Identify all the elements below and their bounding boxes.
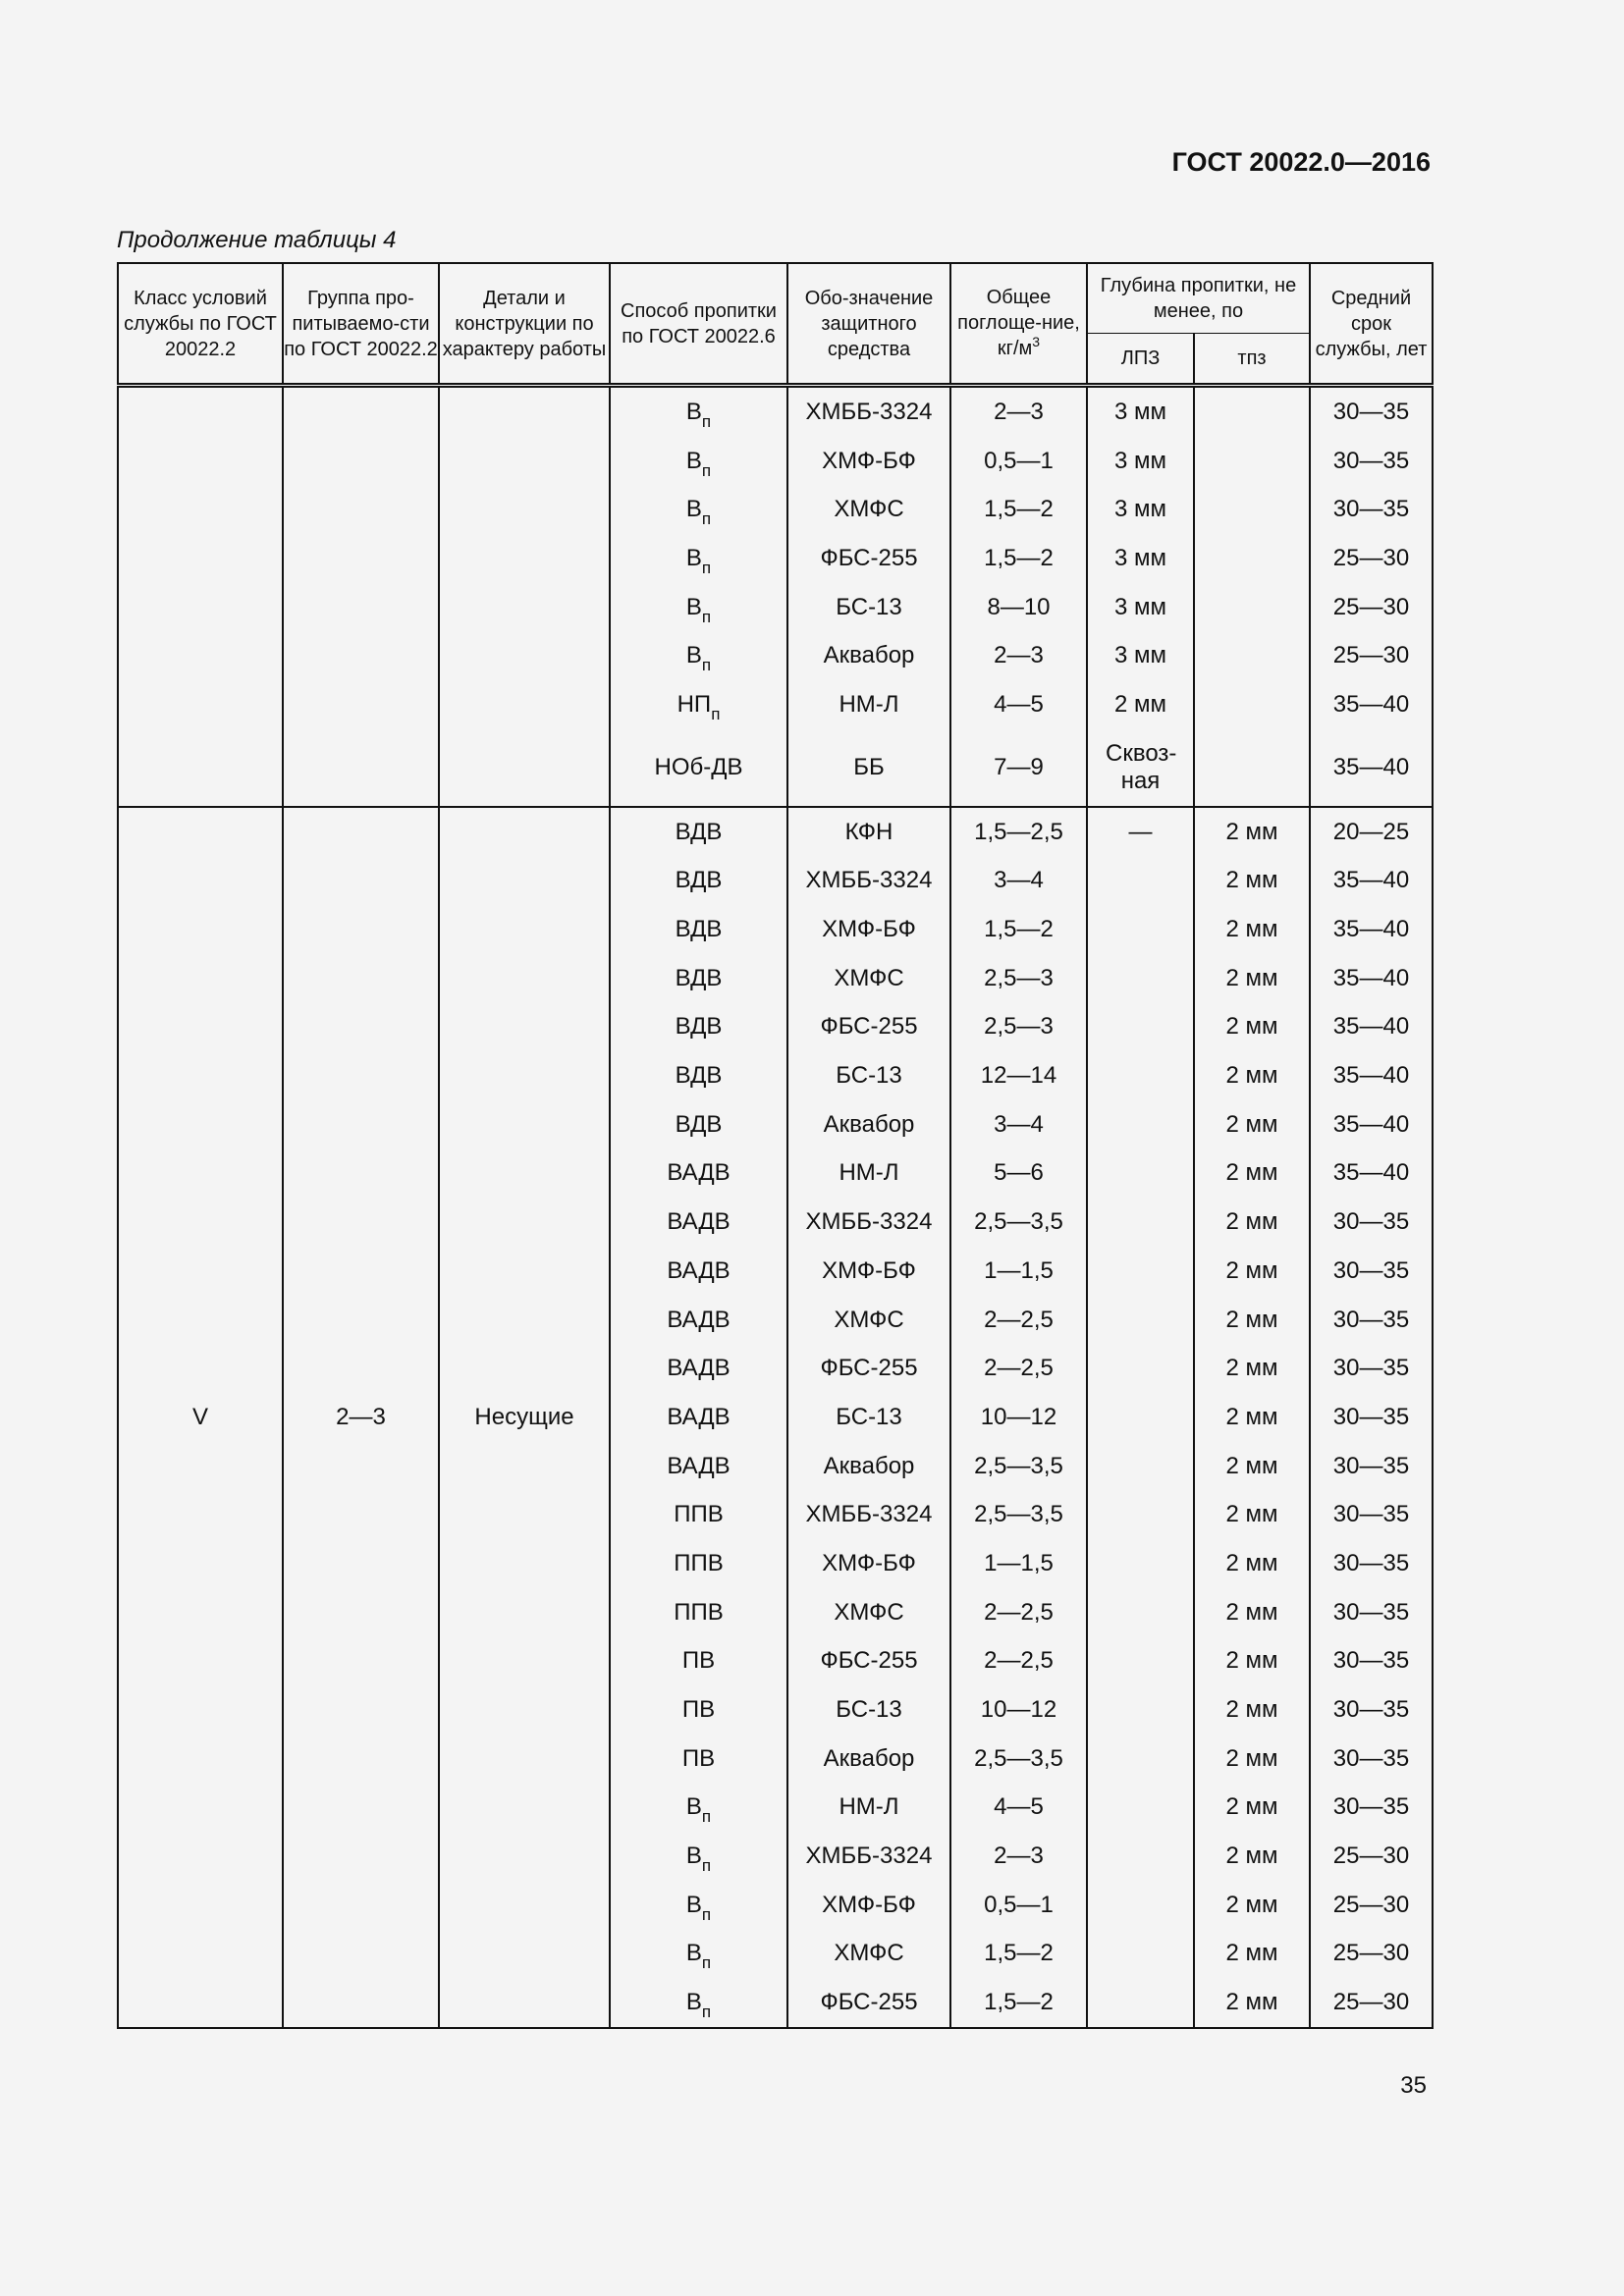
absorption-cell: 2—3 — [950, 1832, 1087, 1881]
absorption-cell: 5—6 — [950, 1149, 1087, 1199]
agent-cell: БС-13 — [787, 1685, 950, 1735]
lpz-cell — [1087, 1637, 1194, 1686]
group-cell — [283, 386, 439, 807]
method-cell — [610, 1296, 787, 1345]
absorption-cell: 1,5—2 — [950, 1930, 1087, 1979]
class-cell: V — [118, 807, 283, 2028]
tpz-cell: 2 мм — [1194, 1247, 1310, 1296]
life-cell: 30—35 — [1310, 1296, 1433, 1345]
life-cell: 30—35 — [1310, 386, 1433, 437]
absorption-cell: 10—12 — [950, 1685, 1087, 1735]
lpz-cell: 3 мм — [1087, 437, 1194, 486]
method-cell — [610, 386, 787, 437]
method-text: ВАДВ — [667, 1355, 731, 1382]
col-header-class: Класс условий службы по ГОСТ 20022.2 — [118, 263, 283, 386]
document-code: ГОСТ 20022.0—2016 — [1171, 147, 1431, 177]
method-subscript: п — [701, 607, 712, 626]
method-cell — [610, 1930, 787, 1979]
col-header-absorption — [950, 263, 1087, 386]
col-header-method: Способ пропитки по ГОСТ 20022.6 — [610, 263, 787, 386]
lpz-cell — [1087, 1490, 1194, 1539]
lpz-cell — [1087, 1442, 1194, 1491]
absorption-cell: 12—14 — [950, 1051, 1087, 1100]
lpz-cell: 2 мм — [1087, 680, 1194, 729]
method-text: В — [685, 496, 702, 523]
absorption-cell: 10—12 — [950, 1393, 1087, 1442]
method-subscript: п — [701, 460, 712, 480]
life-cell: 25—30 — [1310, 534, 1433, 583]
life-cell: 25—30 — [1310, 631, 1433, 680]
col-header-details: Детали и конструкции по характеру работы — [439, 263, 610, 386]
life-cell: 30—35 — [1310, 1442, 1433, 1491]
agent-cell: НМ-Л — [787, 680, 950, 729]
method-subscript: п — [701, 656, 712, 675]
agent-cell: Аквабор — [787, 1442, 950, 1491]
method-text: ВАДВ — [667, 1256, 731, 1284]
tpz-cell: 2 мм — [1194, 1490, 1310, 1539]
life-cell: 30—35 — [1310, 1685, 1433, 1735]
absorption-cell: 2,5—3,5 — [950, 1198, 1087, 1247]
agent-cell: ХМББ-3324 — [787, 1490, 950, 1539]
tpz-cell: 2 мм — [1194, 1442, 1310, 1491]
method-cell — [610, 729, 787, 807]
method-text: ВАДВ — [667, 1306, 731, 1333]
method-text: ВДВ — [675, 1110, 723, 1138]
life-cell: 30—35 — [1310, 1393, 1433, 1442]
life-cell: 25—30 — [1310, 1978, 1433, 2028]
method-text: ВДВ — [675, 1013, 723, 1041]
tpz-cell: 2 мм — [1194, 1100, 1310, 1149]
life-cell: 30—35 — [1310, 1247, 1433, 1296]
absorption-cell: 4—5 — [950, 1784, 1087, 1833]
tpz-cell: 2 мм — [1194, 857, 1310, 906]
method-text: В — [685, 1842, 702, 1870]
absorption-cell: 2—2,5 — [950, 1637, 1087, 1686]
lpz-cell — [1087, 857, 1194, 906]
method-cell — [610, 1539, 787, 1588]
tpz-cell — [1194, 729, 1310, 807]
lpz-cell — [1087, 1978, 1194, 2028]
life-cell: 35—40 — [1310, 729, 1433, 807]
group-cell: 2—3 — [283, 807, 439, 2028]
absorption-cell: 2—2,5 — [950, 1296, 1087, 1345]
lpz-cell — [1087, 1149, 1194, 1199]
method-text: ВДВ — [675, 1062, 723, 1090]
method-text: ПВ — [681, 1647, 716, 1675]
life-cell: 30—35 — [1310, 485, 1433, 534]
tpz-cell: 2 мм — [1194, 807, 1310, 857]
lpz-cell — [1087, 1588, 1194, 1637]
method-cell — [610, 1198, 787, 1247]
tpz-cell: 2 мм — [1194, 1735, 1310, 1784]
col-header-tpz: тпз — [1194, 334, 1310, 386]
method-text: В — [685, 1989, 702, 2016]
col-header-designation: Обо-значение защитного средства — [787, 263, 950, 386]
lpz-cell — [1087, 1247, 1194, 1296]
col-header-group: Группа про-питываемо-сти по ГОСТ 20022.2 — [283, 263, 439, 386]
life-cell: 35—40 — [1310, 1149, 1433, 1199]
tpz-cell: 2 мм — [1194, 905, 1310, 954]
tpz-cell — [1194, 386, 1310, 437]
agent-cell: БС-13 — [787, 1393, 950, 1442]
method-text: ППВ — [674, 1501, 724, 1528]
table-body-group1 — [118, 386, 1433, 807]
col-header-depth: Глубина пропитки, не менее, по — [1087, 263, 1310, 334]
method-cell — [610, 680, 787, 729]
method-subscript: п — [701, 1953, 712, 1973]
tpz-cell: 2 мм — [1194, 1930, 1310, 1979]
lpz-cell — [1087, 1735, 1194, 1784]
tpz-cell: 2 мм — [1194, 1149, 1310, 1199]
lpz-cell: 3 мм — [1087, 386, 1194, 437]
method-cell — [610, 1588, 787, 1637]
absorption-cell: 7—9 — [950, 729, 1087, 807]
method-cell — [610, 1003, 787, 1052]
details-cell: Несущие — [439, 807, 610, 2028]
method-subscript: п — [701, 1904, 712, 1924]
agent-cell: ХМФ-БФ — [787, 1881, 950, 1930]
method-cell — [610, 1978, 787, 2028]
tpz-cell: 2 мм — [1194, 1051, 1310, 1100]
life-cell: 30—35 — [1310, 1344, 1433, 1393]
life-cell: 35—40 — [1310, 1100, 1433, 1149]
tpz-cell — [1194, 583, 1310, 632]
life-cell: 30—35 — [1310, 1637, 1433, 1686]
method-subscript: п — [701, 558, 712, 577]
tpz-cell: 2 мм — [1194, 1393, 1310, 1442]
absorption-cell: 2—3 — [950, 386, 1087, 437]
method-text: ВДВ — [675, 964, 723, 991]
absorption-cell: 0,5—1 — [950, 437, 1087, 486]
method-cell — [610, 1051, 787, 1100]
method-cell — [610, 1442, 787, 1491]
method-cell — [610, 1344, 787, 1393]
lpz-cell — [1087, 905, 1194, 954]
agent-cell: ХМББ-3324 — [787, 386, 950, 437]
life-cell: 35—40 — [1310, 857, 1433, 906]
method-cell — [610, 1832, 787, 1881]
agent-cell: НМ-Л — [787, 1784, 950, 1833]
lpz-cell — [1087, 1100, 1194, 1149]
agent-cell: Аквабор — [787, 1100, 950, 1149]
life-cell: 25—30 — [1310, 583, 1433, 632]
life-cell: 30—35 — [1310, 1784, 1433, 1833]
agent-cell: ФБС-255 — [787, 1978, 950, 2028]
agent-cell: ХМФ-БФ — [787, 905, 950, 954]
method-text: В — [685, 447, 702, 474]
method-cell — [610, 1247, 787, 1296]
method-text: В — [685, 1891, 702, 1918]
method-text: ВДВ — [675, 867, 723, 894]
agent-cell: Аквабор — [787, 631, 950, 680]
agent-cell: ХМФС — [787, 954, 950, 1003]
method-subscript: п — [701, 411, 712, 431]
method-cell — [610, 1149, 787, 1199]
absorption-sup: 3 — [1032, 334, 1041, 349]
absorption-cell: 1,5—2 — [950, 905, 1087, 954]
lpz-cell — [1087, 1832, 1194, 1881]
absorption-cell: 2,5—3,5 — [950, 1735, 1087, 1784]
tpz-cell: 2 мм — [1194, 1685, 1310, 1735]
lpz-cell: 3 мм — [1087, 534, 1194, 583]
lpz-cell: 3 мм — [1087, 583, 1194, 632]
absorption-cell: 4—5 — [950, 680, 1087, 729]
method-cell — [610, 954, 787, 1003]
method-subscript: п — [701, 1807, 712, 1827]
method-text: ВДВ — [675, 916, 723, 943]
absorption-cell: 1,5—2 — [950, 485, 1087, 534]
absorption-cell: 1—1,5 — [950, 1247, 1087, 1296]
lpz-cell: — — [1087, 807, 1194, 857]
tpz-cell — [1194, 485, 1310, 534]
impregnation-table — [117, 262, 1434, 2029]
absorption-cell: 2,5—3,5 — [950, 1442, 1087, 1491]
absorption-cell: 1,5—2,5 — [950, 807, 1087, 857]
tpz-cell — [1194, 680, 1310, 729]
absorption-cell: 2—2,5 — [950, 1344, 1087, 1393]
absorption-cell: 2,5—3 — [950, 954, 1087, 1003]
absorption-cell: 1,5—2 — [950, 534, 1087, 583]
agent-cell: ББ — [787, 729, 950, 807]
method-text: В — [685, 544, 702, 571]
life-cell: 35—40 — [1310, 1051, 1433, 1100]
table-header — [118, 263, 1433, 386]
life-cell: 25—30 — [1310, 1930, 1433, 1979]
absorption-cell: 2,5—3,5 — [950, 1490, 1087, 1539]
method-cell — [610, 1685, 787, 1735]
absorption-cell: 8—10 — [950, 583, 1087, 632]
life-cell: 20—25 — [1310, 807, 1433, 857]
agent-cell: ХМФС — [787, 485, 950, 534]
life-cell: 30—35 — [1310, 1588, 1433, 1637]
tpz-cell: 2 мм — [1194, 1296, 1310, 1345]
agent-cell: ФБС-255 — [787, 534, 950, 583]
lpz-cell — [1087, 1930, 1194, 1979]
agent-cell: ХМФ-БФ — [787, 1539, 950, 1588]
absorption-cell: 2,5—3 — [950, 1003, 1087, 1052]
lpz-cell: Сквоз-ная — [1087, 729, 1194, 807]
life-cell: 30—35 — [1310, 1490, 1433, 1539]
method-text: ВАДВ — [667, 1403, 731, 1430]
method-subscript: п — [701, 509, 712, 529]
absorption-cell: 3—4 — [950, 1100, 1087, 1149]
agent-cell: БС-13 — [787, 583, 950, 632]
page-number: 35 — [1400, 2072, 1427, 2099]
method-text: В — [685, 1793, 702, 1821]
col-header-life: Средний срок службы, лет — [1310, 263, 1433, 386]
absorption-cell: 2—3 — [950, 631, 1087, 680]
lpz-cell — [1087, 1296, 1194, 1345]
tpz-cell: 2 мм — [1194, 1198, 1310, 1247]
lpz-cell: 3 мм — [1087, 631, 1194, 680]
method-text: ППВ — [674, 1549, 724, 1576]
agent-cell: ХМББ-3324 — [787, 857, 950, 906]
method-cell — [610, 1784, 787, 1833]
table-body-group2 — [118, 807, 1433, 2028]
tpz-cell: 2 мм — [1194, 1539, 1310, 1588]
table-caption: Продолжение таблицы 4 — [117, 227, 397, 253]
absorption-cell: 2—2,5 — [950, 1588, 1087, 1637]
agent-cell: ХМФС — [787, 1296, 950, 1345]
tpz-cell: 2 мм — [1194, 1344, 1310, 1393]
absorption-label: Общее поглоще-ние, кг/м — [957, 287, 1080, 359]
absorption-cell: 1,5—2 — [950, 1978, 1087, 2028]
table-row — [118, 807, 1433, 857]
method-cell — [610, 1637, 787, 1686]
method-cell — [610, 1735, 787, 1784]
method-cell — [610, 1490, 787, 1539]
method-cell — [610, 631, 787, 680]
method-cell — [610, 1881, 787, 1930]
col-header-lpz: ЛПЗ — [1087, 334, 1194, 386]
life-cell: 30—35 — [1310, 1735, 1433, 1784]
class-cell — [118, 386, 283, 807]
method-text: ППВ — [674, 1598, 724, 1626]
tpz-cell: 2 мм — [1194, 1784, 1310, 1833]
tpz-cell: 2 мм — [1194, 1003, 1310, 1052]
method-text: ВАДВ — [667, 1452, 731, 1479]
method-cell — [610, 485, 787, 534]
method-cell — [610, 534, 787, 583]
method-text: НП — [677, 690, 712, 718]
lpz-cell — [1087, 1881, 1194, 1930]
absorption-cell: 3—4 — [950, 857, 1087, 906]
agent-cell: НМ-Л — [787, 1149, 950, 1199]
agent-cell: ХМББ-3324 — [787, 1832, 950, 1881]
agent-cell: БС-13 — [787, 1051, 950, 1100]
lpz-cell — [1087, 954, 1194, 1003]
lpz-cell — [1087, 1784, 1194, 1833]
life-cell: 30—35 — [1310, 1539, 1433, 1588]
method-cell — [610, 1100, 787, 1149]
agent-cell: ФБС-255 — [787, 1637, 950, 1686]
agent-cell: ХМФС — [787, 1930, 950, 1979]
agent-cell: КФН — [787, 807, 950, 857]
tpz-cell — [1194, 631, 1310, 680]
agent-cell: ХМФ-БФ — [787, 437, 950, 486]
method-cell — [610, 807, 787, 857]
details-cell — [439, 386, 610, 807]
method-text: НОб-ДВ — [654, 753, 743, 780]
tpz-cell: 2 мм — [1194, 954, 1310, 1003]
method-text: ВАДВ — [667, 1159, 731, 1187]
tpz-cell: 2 мм — [1194, 1978, 1310, 2028]
absorption-cell: 0,5—1 — [950, 1881, 1087, 1930]
table-row — [118, 386, 1433, 437]
method-text: ПВ — [681, 1696, 716, 1724]
agent-cell: ФБС-255 — [787, 1344, 950, 1393]
method-text: ВАДВ — [667, 1208, 731, 1236]
agent-cell: ХМББ-3324 — [787, 1198, 950, 1247]
method-cell — [610, 1393, 787, 1442]
lpz-cell — [1087, 1685, 1194, 1735]
method-text: ПВ — [681, 1744, 716, 1772]
lpz-cell — [1087, 1198, 1194, 1247]
agent-cell: ХМФ-БФ — [787, 1247, 950, 1296]
lpz-cell — [1087, 1051, 1194, 1100]
tpz-cell: 2 мм — [1194, 1881, 1310, 1930]
method-subscript: п — [711, 704, 721, 723]
lpz-cell — [1087, 1393, 1194, 1442]
life-cell: 35—40 — [1310, 905, 1433, 954]
tpz-cell — [1194, 534, 1310, 583]
agent-cell: ФБС-255 — [787, 1003, 950, 1052]
life-cell: 35—40 — [1310, 680, 1433, 729]
lpz-cell — [1087, 1539, 1194, 1588]
method-cell — [610, 437, 787, 486]
method-cell — [610, 905, 787, 954]
method-subscript: п — [701, 1856, 712, 1876]
lpz-cell — [1087, 1344, 1194, 1393]
life-cell: 30—35 — [1310, 437, 1433, 486]
method-text: В — [685, 593, 702, 620]
life-cell: 30—35 — [1310, 1198, 1433, 1247]
tpz-cell: 2 мм — [1194, 1832, 1310, 1881]
agent-cell: ХМФС — [787, 1588, 950, 1637]
life-cell: 25—30 — [1310, 1881, 1433, 1930]
tpz-cell: 2 мм — [1194, 1588, 1310, 1637]
method-cell — [610, 857, 787, 906]
method-subscript: п — [701, 2002, 712, 2022]
life-cell: 35—40 — [1310, 954, 1433, 1003]
life-cell: 35—40 — [1310, 1003, 1433, 1052]
method-cell — [610, 583, 787, 632]
lpz-cell: 3 мм — [1087, 485, 1194, 534]
method-text: В — [685, 1940, 702, 1967]
method-text: В — [685, 642, 702, 669]
agent-cell: Аквабор — [787, 1735, 950, 1784]
method-text: ВДВ — [675, 818, 723, 845]
tpz-cell — [1194, 437, 1310, 486]
method-text: В — [685, 398, 702, 425]
absorption-cell: 1—1,5 — [950, 1539, 1087, 1588]
lpz-cell — [1087, 1003, 1194, 1052]
tpz-cell: 2 мм — [1194, 1637, 1310, 1686]
life-cell: 25—30 — [1310, 1832, 1433, 1881]
